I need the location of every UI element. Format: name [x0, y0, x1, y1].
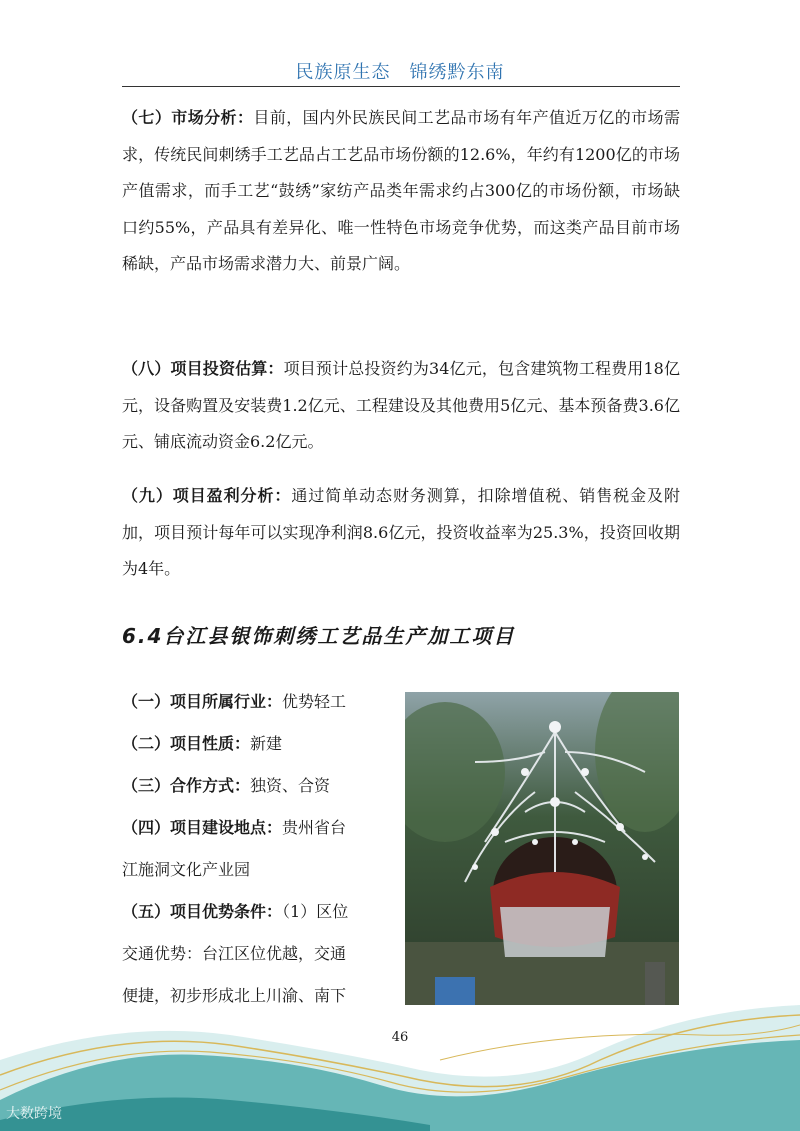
detail-value: 优势轻工	[282, 692, 347, 711]
detail-line	[122, 765, 396, 807]
detail-value: （1）区位	[282, 902, 349, 921]
detail-label: （四）项目建设地点：	[122, 818, 283, 837]
detail-label: （二）项目性质：	[122, 734, 251, 753]
page-number: 46	[391, 1030, 409, 1045]
paragraph-label: （九）项目盈利分析：	[122, 486, 292, 505]
section-heading: 6.4台江县银饰刺绣工艺品生产加工项目	[122, 624, 516, 648]
detail-line	[122, 933, 396, 975]
detail-label: （三）合作方式：	[122, 776, 251, 795]
detail-value: 交通优势：台江区位优越，交通	[122, 944, 347, 963]
decorative-wave-footer	[0, 990, 800, 1131]
detail-line	[122, 849, 396, 891]
paragraph-text: 目前，国内外民族民间工艺品市场有年产值近万亿的市场需求，传统民间刺绣手工艺品占工艺品市场份额的12.6%，年约有1200亿的市场产值需求，而手工艺“鼓绣”家纺产品类年需求约占300亿的市场份额，市场缺口约55%，产品具有差异化、唯一性特色市场竞争优势，而这类产品目前市场稀缺，产品市场需求潜力大、前景广阔。	[122, 108, 680, 274]
paragraph-text: 通过简单动态财务测算，扣除增值税、销售税金及附加，项目预计每年可以实现净利润8.6亿元，投资收益率为25.3%，投资回收期为4年。	[122, 486, 680, 579]
detail-line	[122, 681, 396, 723]
paragraph-label: （七）市场分析：	[122, 108, 254, 127]
paragraph-profit-analysis	[122, 478, 680, 588]
silver-headdress-photo	[405, 692, 679, 1005]
detail-value: 江施洞文化产业园	[122, 860, 251, 879]
detail-value: 新建	[250, 734, 283, 753]
detail-line	[122, 807, 396, 849]
paragraph-investment-estimate	[122, 351, 680, 461]
detail-label: （五）项目优势条件：	[122, 902, 283, 921]
detail-label: （一）项目所属行业：	[122, 692, 283, 711]
detail-value: 贵州省台	[282, 818, 347, 837]
header-divider	[122, 86, 680, 87]
paragraph-text: 项目预计总投资约为34亿元，包含建筑物工程费用18亿元，设备购置及安装费1.2亿元、工程建设及其他费用5亿元、基本预备费3.6亿元、铺底流动资金6.2亿元。	[122, 359, 680, 452]
detail-value: 独资、合资	[250, 776, 331, 795]
detail-value: 便捷，初步形成北上川渝、南下	[122, 986, 347, 1005]
running-header: 民族原生态 锦绣黔东南	[295, 62, 505, 83]
watermark-logo: 大数跨境	[6, 1106, 62, 1122]
paragraph-market-analysis	[122, 100, 680, 283]
project-details	[122, 681, 396, 1017]
detail-line	[122, 891, 396, 933]
paragraph-label: （八）项目投资估算：	[122, 359, 284, 378]
detail-line	[122, 723, 396, 765]
